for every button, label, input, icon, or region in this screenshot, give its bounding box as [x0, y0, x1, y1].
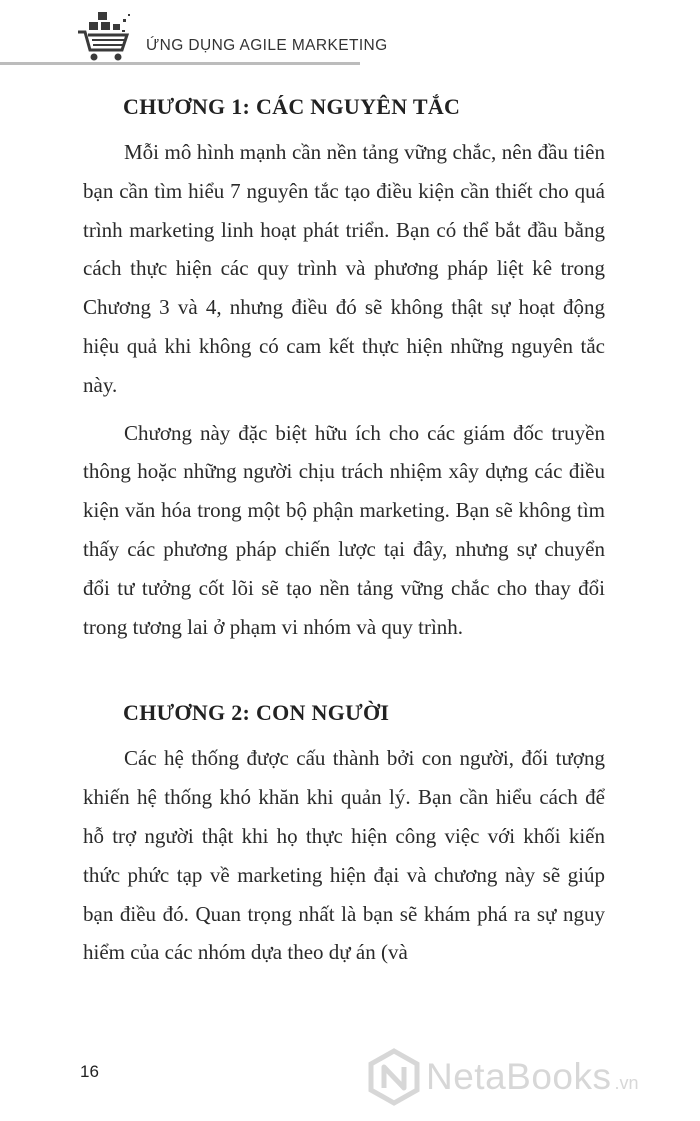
watermark-text: NetaBooks: [426, 1056, 612, 1097]
page-body: [83, 86, 605, 972]
page-number: 16: [80, 1062, 99, 1081]
chapter-heading-1: CHƯƠNG 1: CÁC NGUYÊN TẮC: [123, 94, 461, 119]
netabooks-logo-icon: [366, 1048, 422, 1106]
watermark-suffix: .vn: [614, 1072, 639, 1093]
watermark: [366, 1046, 639, 1108]
chapter-1-paragraph-1: Mỗi mô hình mạnh cần nền tảng vững chắc, nên đầu tiên bạn cần tìm hiểu 7 nguyên tắc tạo điều kiện cần thiết cho quá trình marketing linh hoạt phát triển. Bạn có thể bắt đầu bằng cách thực hiện các quy trình và phương pháp liệt kê trong Chương 3 và 4, nhưng điều đó sẽ không thật sự hoạt động hiệu quả khi không có cam kết thực hiện những nguyên tắc này.: [83, 140, 605, 397]
chapter-1-paragraph-2: Chương này đặc biệt hữu ích cho các giám đốc truyền thông hoặc những người chịu trách nhiệm xây dựng các điều kiện văn hóa trong một bộ phận marketing. Bạn sẽ không tìm thấy các phương pháp chiến lược tại đây, nhưng sự chuyển đổi tư tưởng cốt lõi sẽ tạo nền tảng vững chắc cho thay đổi trong tương lai ở phạm vi nhóm và quy trình.: [83, 420, 605, 639]
chapter-heading-2: CHƯƠNG 2: CON NGƯỜI: [123, 700, 390, 726]
chapter-2-paragraph-1: Các hệ thống được cấu thành bởi con người, đối tượng khiến hệ thống khó khăn khi quản lý. Bạn cần hiểu cách để hỗ trợ người thật khi họ thực hiện công việc với khối kiến thức phức tạp về marketing hiện đại và chương này sẽ giúp bạn điều đó. Quan trọng nhất là bạn sẽ khám phá ra sự nguy hiểm của các nhóm dựa theo dự án (và: [83, 746, 605, 965]
shopping-cart-boxes-icon: [76, 10, 136, 66]
running-title: ỨNG DỤNG AGILE MARKETING: [146, 37, 388, 54]
header-rule: [0, 62, 360, 65]
